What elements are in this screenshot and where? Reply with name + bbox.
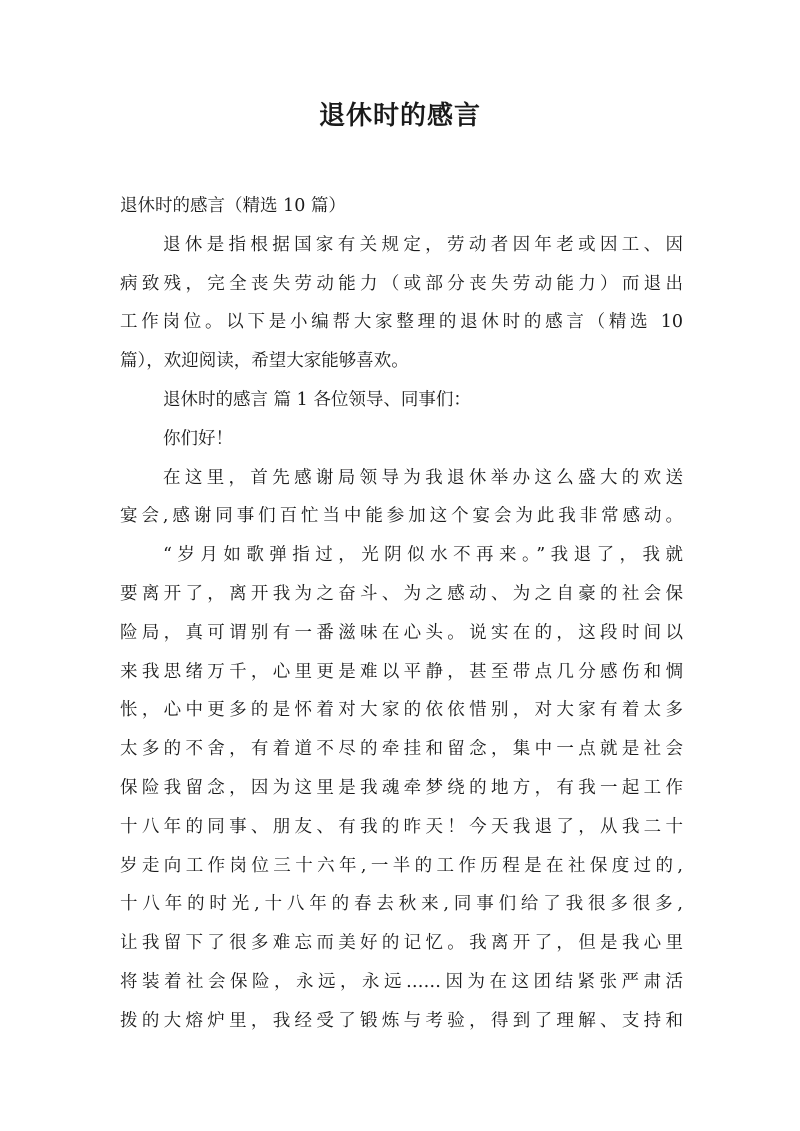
- paragraph-line: 宴会,感谢同事们百忙当中能参加这个宴会为此我非常感动。: [120, 506, 683, 527]
- paragraph-line: 工作岗位。以下是小编帮大家整理的退休时的感言（精选 10: [120, 312, 683, 333]
- paragraph-line: 病致残，完全丧失劳动能力（或部分丧失劳动能力）而退出: [120, 273, 683, 294]
- document-body: [120, 187, 683, 1041]
- paragraph-line: 岁走向工作岗位三十六年,一半的工作历程是在社保度过的,: [120, 855, 683, 876]
- paragraph-line: 在这里，首先感谢局领导为我退休举办这么盛大的欢送: [163, 467, 683, 488]
- paragraph-line: 险局，真可谓别有一番滋味在心头。说实在的，这段时间以: [120, 622, 683, 643]
- paragraph-line: 来我思绪万千，心里更是难以平静，甚至带点几分感伤和惆: [120, 661, 683, 682]
- paragraph-line: 怅，心中更多的是怀着对大家的依依惜别，对大家有着太多: [120, 700, 683, 721]
- paragraph-line: 退休是指根据国家有关规定，劳动者因年老或因工、因: [163, 234, 683, 255]
- document-title: 退休时的感言: [318, 101, 481, 131]
- subtitle-line: 退休时的感言（精选 10 篇）: [120, 196, 346, 216]
- paragraph-line: 太多的不舍，有着道不尽的牵挂和留念，集中一点就是社会: [120, 739, 683, 760]
- paragraph-line: 保险我留念，因为这里是我魂牵梦绕的地方，有我一起工作: [120, 777, 683, 798]
- paragraph-line: 让我留下了很多难忘而美好的记忆。我离开了，但是我心里: [120, 933, 683, 954]
- paragraph-line: 要离开了，离开我为之奋斗、为之感动、为之自豪的社会保: [120, 583, 683, 604]
- section-heading-line: 退休时的感言 篇 1 各位领导、同事们：: [163, 389, 471, 410]
- greeting-line: 你们好！: [163, 428, 233, 449]
- paragraph-line: 拨的大熔炉里，我经受了锻炼与考验，得到了理解、支持和: [120, 1010, 683, 1031]
- paragraph-line: 十八年的时光,十八年的春去秋来,同事们给了我很多很多,: [120, 894, 683, 915]
- paragraph-line: 将装着社会保险，永远，永远……因为在这团结紧张严肃活: [120, 971, 683, 992]
- paragraph-line: “岁月如歌弹指过，光阴似水不再来。”我退了，我就: [163, 545, 683, 566]
- paragraph-line: 十八年的同事、朋友、有我的昨天！今天我退了，从我二十: [120, 816, 683, 837]
- paragraph-line: 篇），欢迎阅读，希望大家能够喜欢。: [120, 351, 409, 372]
